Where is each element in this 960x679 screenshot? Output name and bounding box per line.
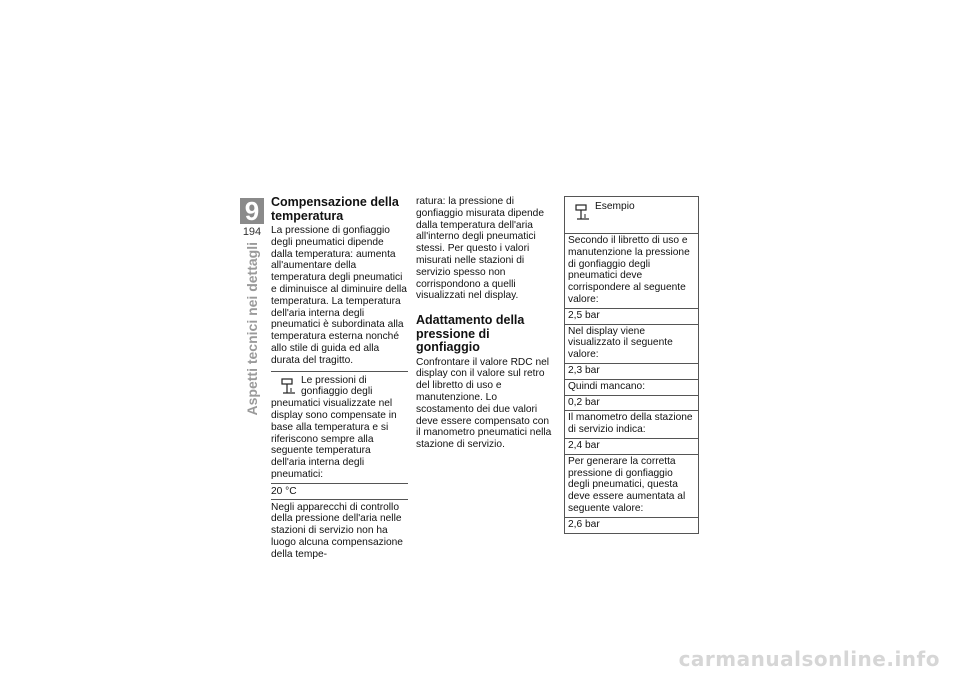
example-row: Nel display viene visualizzato il seguente valore: (565, 325, 698, 364)
chapter-number: 9 (240, 198, 264, 224)
example-row: Il manometro della stazione di servizio indica: (565, 411, 698, 439)
paragraph-continued: ratura: la pressione di gonfiaggio misurata dipende dalla temperatura dell'aria all'interno degli pneumatici stessi. Per questo i valori misurati nelle stazioni di servizio spesso non corrispondono a quelli visualizzati nel display. (416, 196, 545, 302)
watermark: carmanualsonline.info (678, 647, 940, 671)
example-row: 2,6 bar (568, 518, 600, 530)
example-row: Per generare la corretta pressione di gonfiaggio degli pneumatici, questa deve essere aumentata al seguente valore: (565, 455, 698, 518)
example-box (564, 196, 699, 534)
example-row: 2,4 bar (565, 439, 698, 455)
paragraph-service-station: Negli apparecchi di controllo della pressione dell'aria nelle stazioni di servizio non ha luogo alcuna compensazione della tempe- (271, 501, 403, 560)
page-number: 194 (242, 226, 262, 238)
paragraph-temperature: La pressione di gonfiaggio degli pneumatici dipende dalla temperatura: aumenta all'aumentare della temperatura degli pneumatici e diminuisce al diminuire della temperatura. La temperatura dell'aria interna degli pneumatici è subordinata alla temperatura esterna nonché allo stile di guida ed alla durata del tragitto. (271, 225, 407, 366)
tire-pressure-icon (279, 377, 299, 397)
example-title: Esempio (595, 201, 635, 212)
note-head (271, 372, 408, 483)
note-value: 20 °C (271, 483, 408, 499)
example-row: 2,5 bar (565, 309, 698, 325)
note-text: Le pressioni di gonfiaggio degli pneumatici visualizzate nel display sono compensate in base alla temperatura e si riferiscono sempre alla seguente temperatura dell'aria interna degli pneumatici: (271, 374, 397, 480)
example-row: Secondo il libretto di uso e manutenzione la pressione di gonfiaggio degli pneumatici deve corrispondere al seguente valore: (565, 234, 698, 309)
column-1 (271, 196, 408, 561)
note-box (271, 371, 408, 500)
column-2 (416, 196, 553, 451)
chapter-title: Aspetti tecnici nei dettagli (244, 242, 260, 416)
example-head (565, 197, 698, 234)
column-3 (564, 196, 699, 534)
tire-pressure-icon (573, 203, 593, 223)
paragraph-adjust: Confrontare il valore RDC nel display con il valore sul retro del libretto di uso e manutenzione. Lo scostamento dei due valori deve essere compensato con il manometro pneumatici nella stazione di servizio. (416, 356, 552, 451)
section-heading-temperature: Compensazione della temperatura (271, 195, 399, 223)
example-row: 0,2 bar (565, 396, 698, 412)
example-row: 2,3 bar (565, 364, 698, 380)
example-row: Quindi mancano: (565, 380, 698, 396)
section-heading-adjust: Adattamento della pressione di gonfiaggio (416, 313, 525, 355)
